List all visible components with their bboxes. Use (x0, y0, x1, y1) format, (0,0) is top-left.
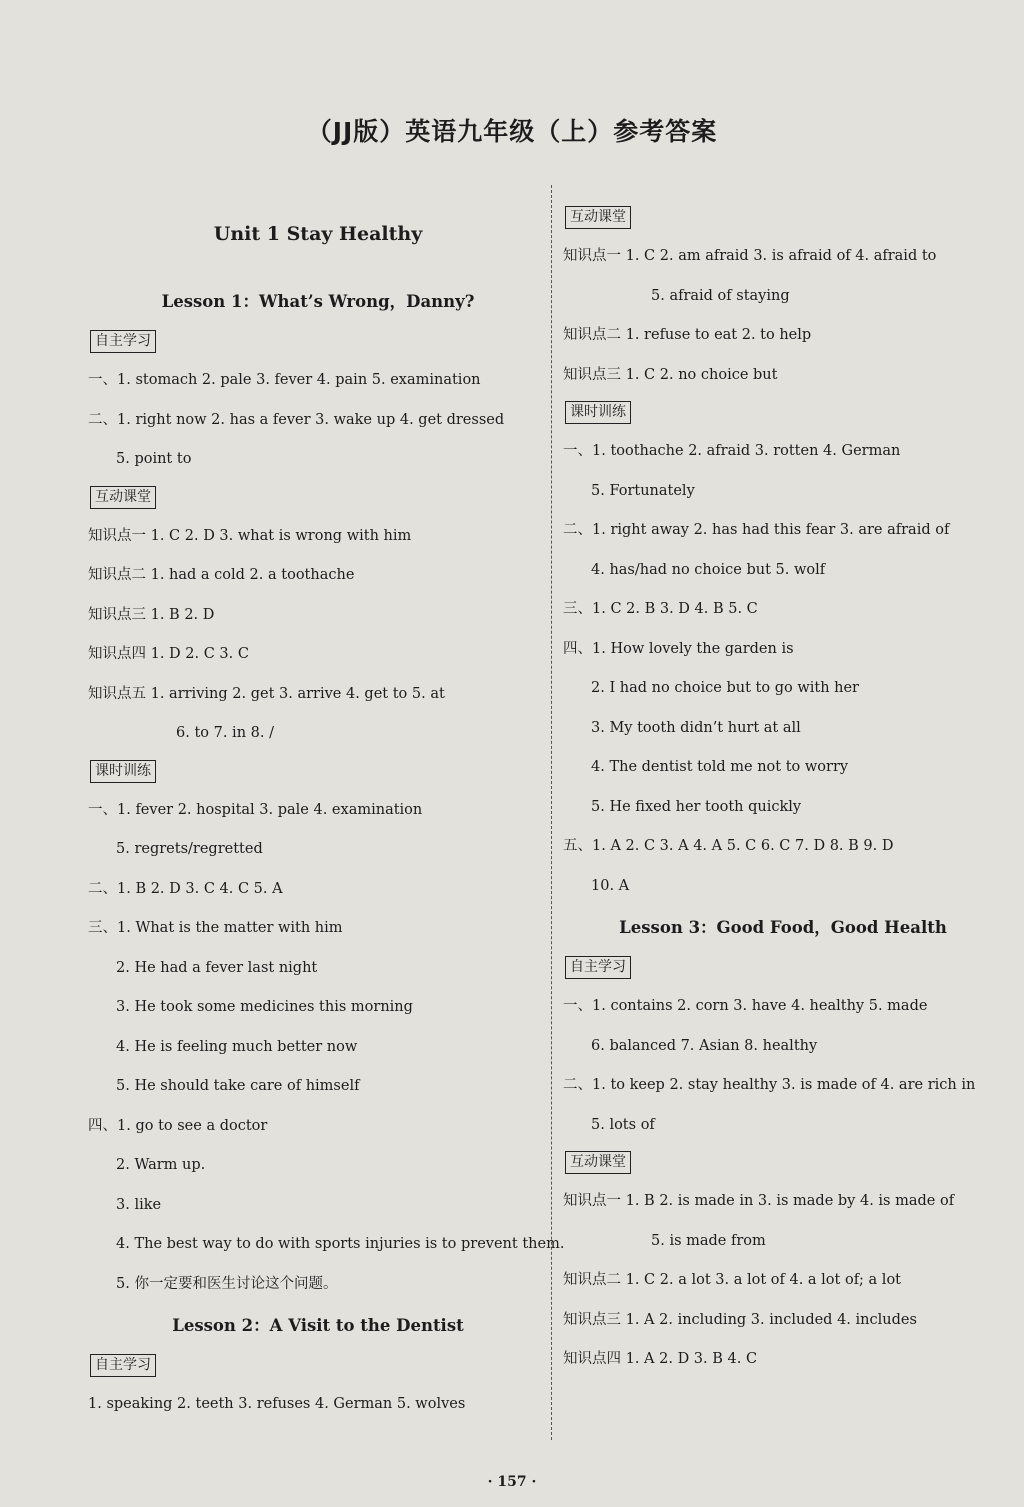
answer-line: 3. like (116, 1196, 162, 1213)
lesson-title: Lesson 1：What’s Wrong，Danny? (161, 292, 475, 311)
lesson-title: Lesson 2：A Visit to the Dentist (172, 1316, 464, 1335)
section-label: 自主学习 (90, 330, 156, 353)
answer-line: 一、1. stomach 2. pale 3. fever 4. pain 5. examination (88, 372, 481, 388)
lesson-title: Lesson 3：Good Food，Good Health (619, 918, 947, 937)
answer-line: 4. He is feeling much better now (116, 1038, 358, 1055)
answer-line: 5. 你一定要和医生讨论这个问题。 (116, 1275, 338, 1292)
answer-line: 知识点一 1. B 2. is made in 3. is made by 4. is made of (563, 1193, 955, 1209)
answer-line: 一、1. fever 2. hospital 3. pale 4. examination (88, 801, 423, 818)
answer-line: 知识点二 1. had a cold 2. a toothache (88, 567, 355, 583)
answer-line: 2. I had no choice but to go with her (591, 680, 859, 696)
answer-line: 知识点五 1. arriving 2. get 3. arrive 4. get to 5. at (88, 685, 445, 702)
section-label: 自主学习 (565, 956, 631, 979)
answer-line: 5. lots of (591, 1116, 655, 1133)
answer-line: 5. point to (116, 451, 192, 467)
section-label: 自主学习 (90, 1354, 156, 1377)
answer-line: 五、1. A 2. C 3. A 4. A 5. C 6. C 7. D 8. B 9. D (563, 838, 894, 854)
answer-line: 2. He had a fever last night (116, 959, 318, 976)
answer-line: 知识点一 1. C 2. D 3. what is wrong with him (88, 527, 412, 544)
answer-line: 二、1. right away 2. has had this fear 3. are afraid of (563, 522, 950, 538)
answer-line: 5. Fortunately (591, 482, 695, 499)
answer-line: 知识点二 1. C 2. a lot 3. a lot of 4. a lot of; a lot (563, 1272, 902, 1288)
answer-line: 2. Warm up. (116, 1157, 206, 1173)
answer-line: 知识点四 1. D 2. C 3. C (88, 646, 249, 662)
section-label: 课时训练 (90, 760, 156, 783)
answer-line: 二、1. B 2. D 3. C 4. C 5. A (88, 880, 283, 897)
section-label: 课时训练 (565, 401, 631, 424)
answer-line: 5. afraid of staying (651, 287, 790, 304)
answer-line: 5. He should take care of himself (116, 1078, 360, 1094)
answer-line: 6. to 7. in 8. / (176, 725, 274, 741)
unit-title: Unit 1 Stay Healthy (213, 223, 423, 245)
answer-line: 二、1. right now 2. has a fever 3. wake up 4. get dressed (88, 411, 505, 428)
left-column (88, 218, 565, 1425)
answer-line: 4. The dentist told me not to worry (591, 759, 849, 775)
answer-line: 四、1. go to see a doctor (88, 1117, 268, 1134)
answer-line: 知识点三 1. B 2. D (88, 606, 215, 623)
answer-line: 3. He took some medicines this morning (116, 999, 413, 1015)
answer-line: 一、1. contains 2. corn 3. have 4. healthy 5. made (563, 998, 928, 1014)
answer-line: 5. He fixed her tooth quickly (591, 798, 802, 815)
answer-line: 5. regrets/regretted (116, 841, 263, 857)
section-label: 互动课堂 (90, 486, 156, 509)
right-column (563, 200, 1003, 1380)
answer-line: 6. balanced 7. Asian 8. healthy (591, 1037, 818, 1054)
answer-line: 二、1. to keep 2. stay healthy 3. is made of 4. are rich in (563, 1077, 976, 1093)
answer-line: 知识点四 1. A 2. D 3. B 4. C (563, 1351, 758, 1367)
answer-line: 一、1. toothache 2. afraid 3. rotten 4. German (563, 443, 901, 459)
answer-line: 10. A (591, 877, 630, 894)
answer-line: 四、1. How lovely the garden is (563, 640, 794, 657)
answer-line: 知识点三 1. A 2. including 3. included 4. includes (563, 1311, 917, 1328)
answer-line: 3. My tooth didn’t hurt at all (591, 719, 801, 736)
answer-line: 三、1. What is the matter with him (88, 920, 343, 936)
answer-line: 5. is made from (651, 1232, 766, 1249)
page-title: （JJ版）英语九年级（上）参考答案 (306, 117, 718, 146)
answer-line: 1. speaking 2. teeth 3. refuses 4. German 5. wolves (88, 1396, 466, 1412)
section-label: 互动课堂 (565, 206, 631, 229)
answer-line: 知识点一 1. C 2. am afraid 3. is afraid of 4. afraid to (563, 248, 937, 264)
answer-line: 知识点二 1. refuse to eat 2. to help (563, 327, 812, 343)
answer-line: 三、1. C 2. B 3. D 4. B 5. C (563, 601, 758, 617)
section-label: 互动课堂 (565, 1151, 631, 1174)
answer-line: 知识点三 1. C 2. no choice but (563, 366, 778, 383)
answer-line: 4. has/had no choice but 5. wolf (591, 561, 826, 578)
page-number: · 157 · (487, 1474, 537, 1490)
answer-line: 4. The best way to do with sports injuries is to prevent them. (116, 1236, 565, 1252)
